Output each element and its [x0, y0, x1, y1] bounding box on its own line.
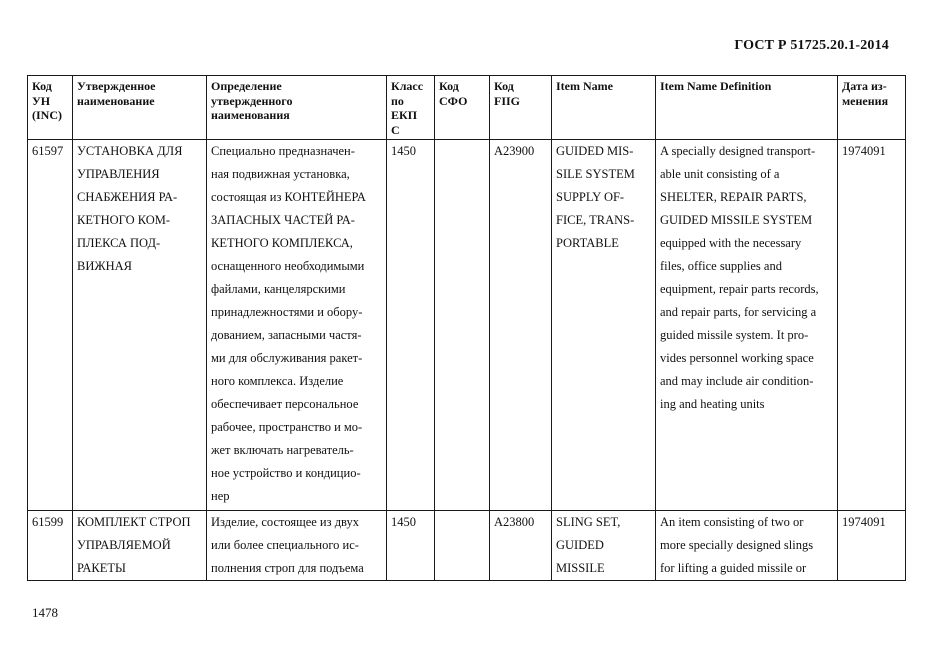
col-header-definition: Определение утвержденного наименования [207, 76, 387, 140]
cell-class: 1450 [387, 140, 435, 511]
cell-approved-name: УСТАНОВКА ДЛЯ УПРАВЛЕНИЯ СНАБЖЕНИЯ РА- КЕТНОГО КОМ- ПЛЕКСА ПОД- ВИЖНАЯ [73, 140, 207, 511]
table-row [28, 140, 906, 511]
page-number: 1478 [32, 605, 58, 620]
standard-designation: ГОСТ Р 51725.20.1-2014 [734, 38, 889, 53]
cell-item-definition: A specially designed transport- able unit consisting of a SHELTER, REPAIR PARTS, GUIDED MISSILE SYSTEM equipped with the necessary files, office supplies and equipment, repair parts records, and repair parts, for servicing a guided missile system. It pro- vides personnel working space and may include air condition- ing and heating units [656, 140, 838, 511]
cell-item-name: GUIDED MIS- SILE SYSTEM SUPPLY OF- FICE, TRANS- PORTABLE [552, 140, 656, 511]
nomenclature-table [27, 75, 906, 581]
col-header-item-name: Item Name [552, 76, 656, 140]
cell-change-date: 1974091 [838, 511, 906, 581]
table-header-row [28, 76, 906, 140]
cell-inc: 61599 [28, 511, 73, 581]
col-header-item-definition: Item Name Definition [656, 76, 838, 140]
cell-inc: 61597 [28, 140, 73, 511]
cell-item-name: SLING SET, GUIDED MISSILE [552, 511, 656, 581]
cell-item-definition: An item consisting of two or more specially designed slings for lifting a guided missile or [656, 511, 838, 581]
cell-fiig: A23800 [490, 511, 552, 581]
col-header-inc: Код УН (INC) [28, 76, 73, 140]
cell-sfo [435, 140, 490, 511]
col-header-change-date: Дата из- менения [838, 76, 906, 140]
cell-fiig: A23900 [490, 140, 552, 511]
col-header-sfo: Код СФО [435, 76, 490, 140]
col-header-class: Класс по ЕКП С [387, 76, 435, 140]
cell-sfo [435, 511, 490, 581]
col-header-fiig: Код FIIG [490, 76, 552, 140]
cell-definition-ru: Изделие, состоящее из двух или более специального ис- полнения строп для подъема [207, 511, 387, 581]
cell-definition-ru: Специально предназначен- ная подвижная установка, состоящая из КОНТЕЙНЕРА ЗАПАСНЫХ ЧАСТЕЙ РА- КЕТНОГО КОМПЛЕКСА, оснащенного необходимыми файлами, канцелярскими принадлежностями и обору- дованием, запасными частя- ми для обслуживания ракет- ного комплекса. Изделие обеспечивает персональное рабочее, пространство и мо- жет включать нагреватель- ное устройство и кондицио- нер [207, 140, 387, 511]
cell-class: 1450 [387, 511, 435, 581]
cell-approved-name: КОМПЛЕКТ СТРОП УПРАВЛЯЕМОЙ РАКЕТЫ [73, 511, 207, 581]
col-header-approved-name: Утвержденное наименование [73, 76, 207, 140]
cell-change-date: 1974091 [838, 140, 906, 511]
table-row [28, 511, 906, 581]
